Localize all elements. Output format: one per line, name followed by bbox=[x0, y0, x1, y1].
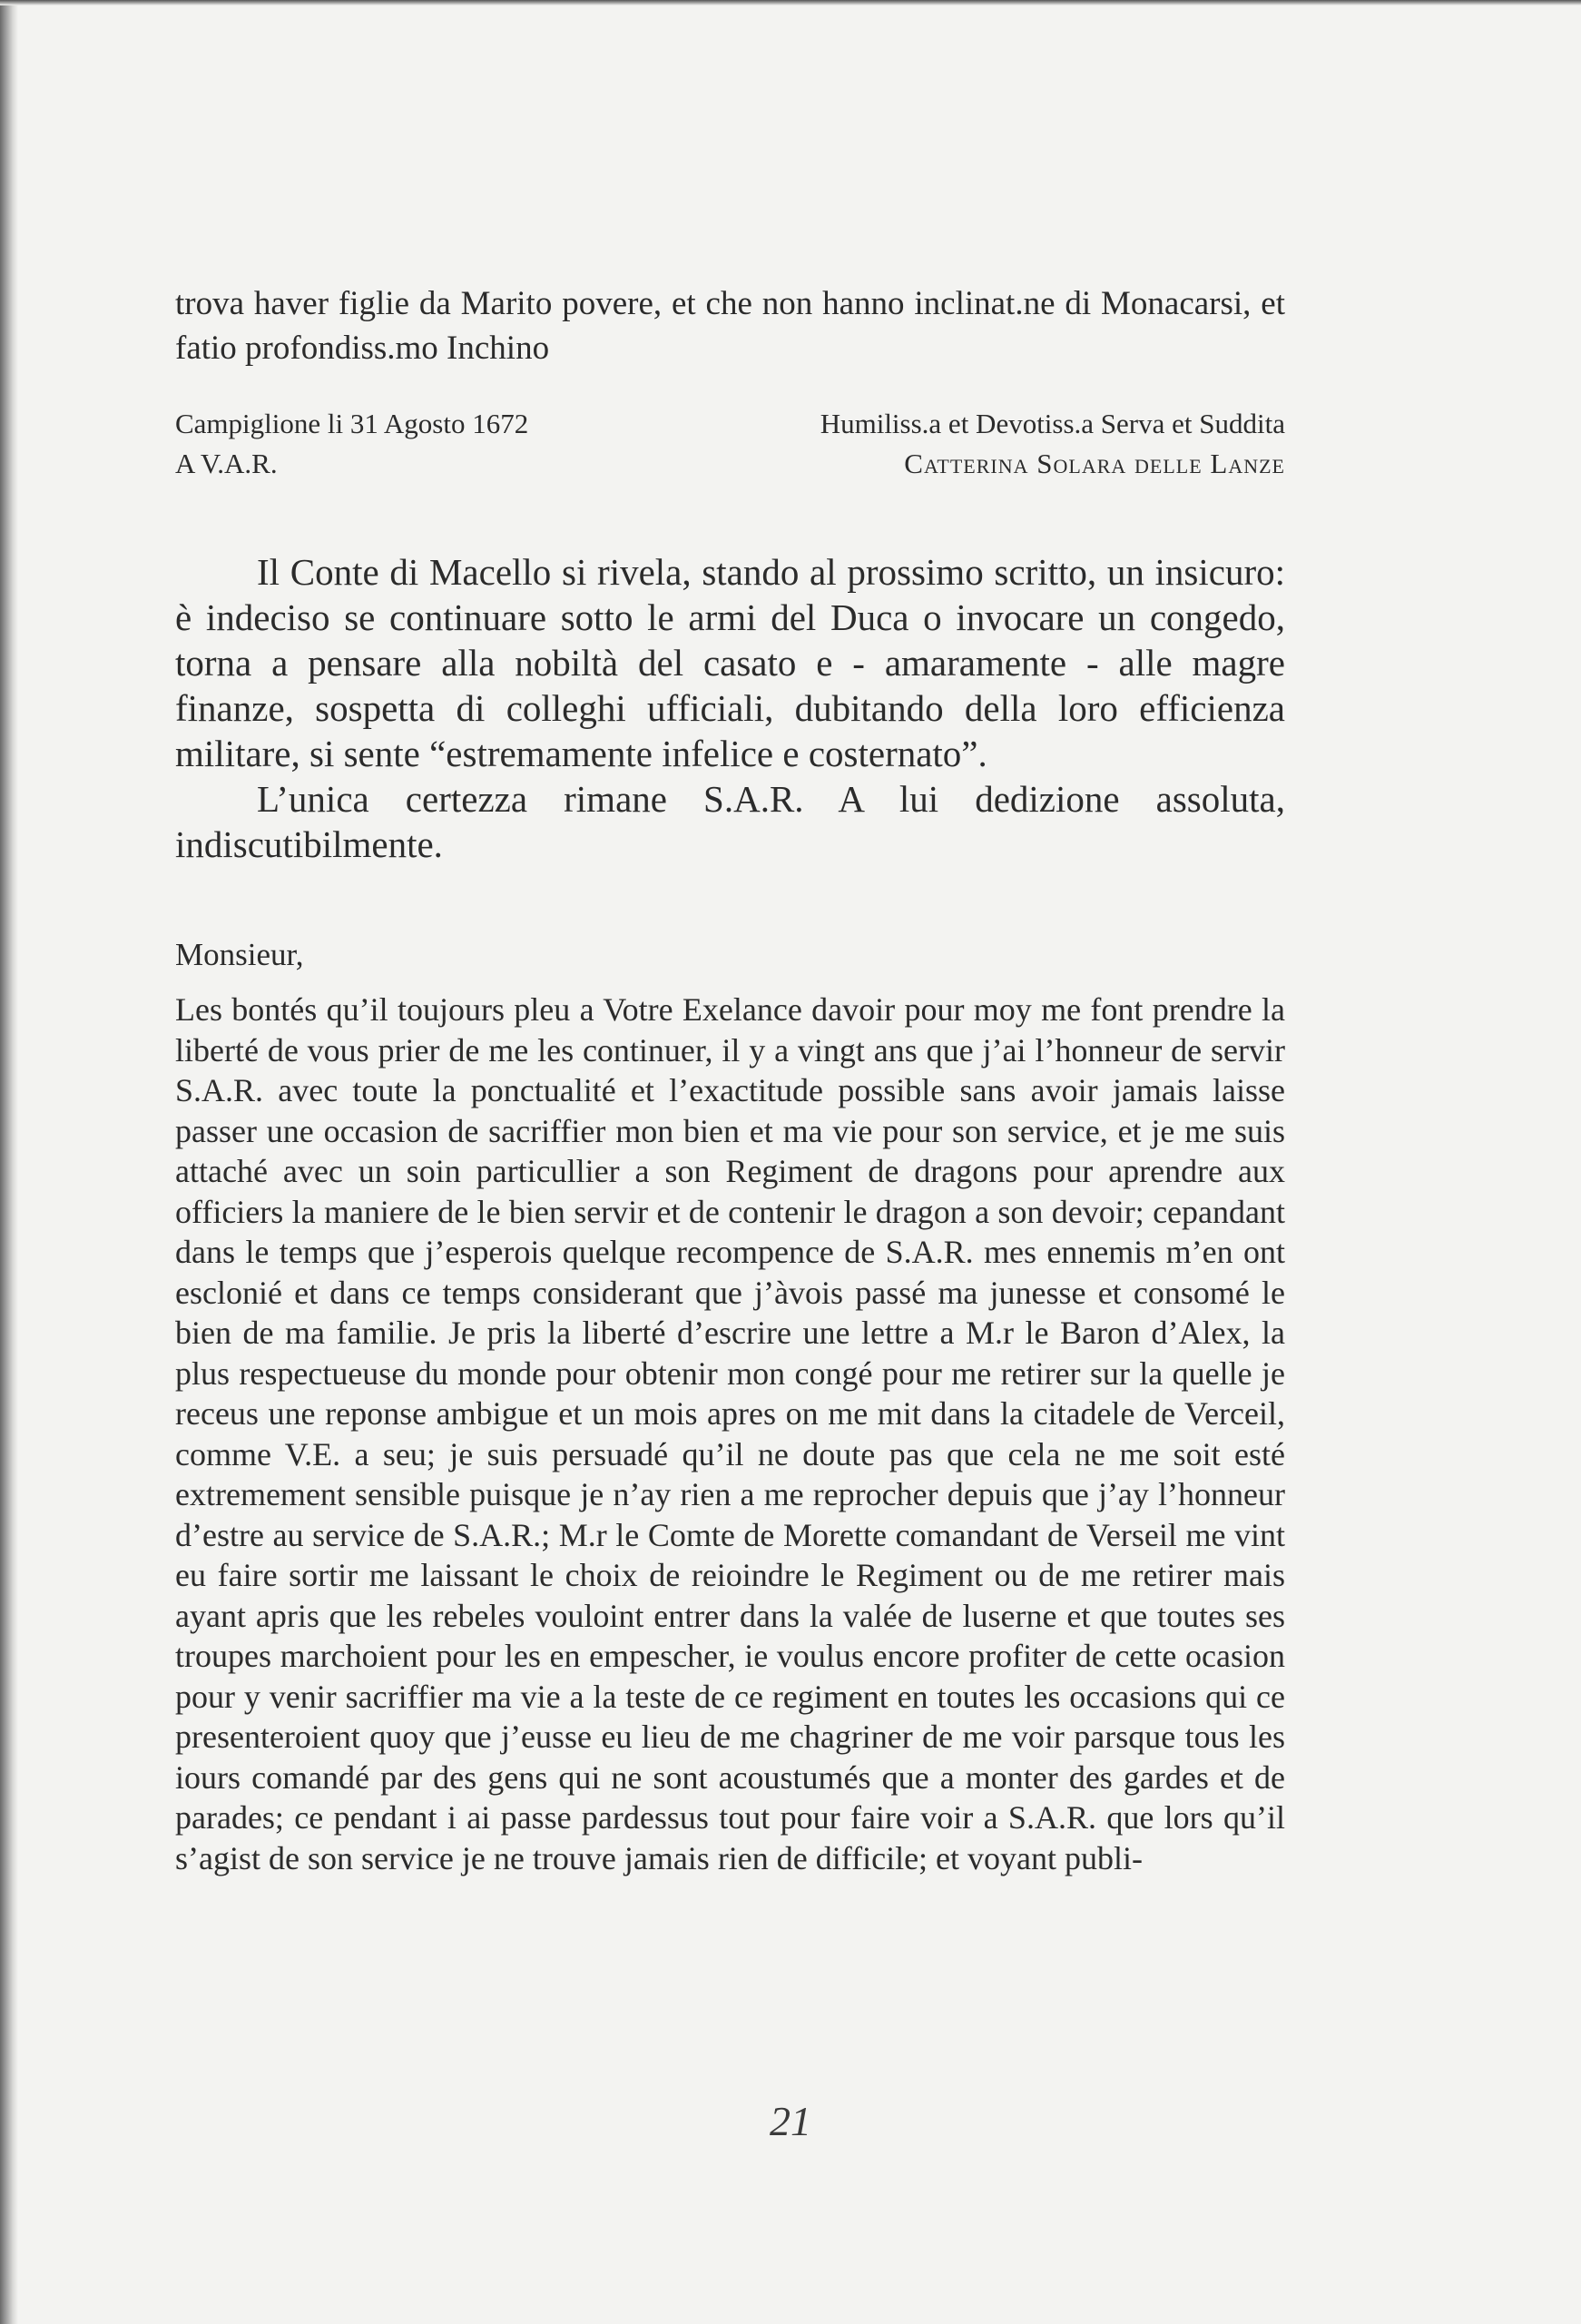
letter-closing: Humiliss.a et Devotiss.a Serva et Suddita bbox=[820, 408, 1285, 439]
scan-edge bbox=[0, 0, 18, 2324]
scan-top-border bbox=[0, 0, 1581, 5]
letter-signature-block bbox=[820, 404, 1285, 484]
page-number: 21 bbox=[770, 2098, 811, 2144]
editorial-commentary bbox=[175, 549, 1285, 867]
letter-continuation-text: trova haver figlie da Marito povere, et che non hanno inclinat.ne di Monacarsi, et fatio profondiss.mo Inchino bbox=[175, 285, 1285, 367]
commentary-paragraph: Il Conte di Macello si rivela, stando al prossimo scritto, un insicuro: è indeciso se continuare sotto le armi del Duca o invocare un congedo, torna a pensare alla nobiltà del casato e - amaramente - alle magre finanze, sospetta di colleghi ufficiali, dubitando della loro efficienza militare, si sente “estremamente infelice e costernato”. bbox=[175, 551, 1285, 774]
commentary-paragraph: L’unica certezza rimane S.A.R. A lui dedizione assoluta, indiscutibilmente. bbox=[175, 778, 1285, 865]
letter-place-block bbox=[175, 404, 528, 484]
french-letter-body: Les bontés qu’il toujours pleu a Votre Exelance davoir pour moy me font prendre la liberté de vous prier de me les continuer, il y a vingt ans que j’ai l’honneur de servir S.A.R. avec toute la ponctualité et l’exactitude possible sans avoir jamais laisse passer une occasion de sacriffier mon bien et ma vie pour son service, et je me suis attaché avec un soin particullier a son Regiment de dragons pour aprendre aux officiers la maniere de le bien servir et de contenir le dragon a son devoir; cepandant dans le temps que j’esperois quelque recompence de S.A.R. mes ennemis m’en ont esclonié et dans ce temps considerant que j’àvois passé ma junesse et consomé le bien de ma familie. Je pris la liberté d’escrire une lettre a M.r le Baron d’Alex, la plus respectueuse du monde pour obtenir mon congé pour me retirer sur la quelle je receus une reponse ambigue et un mois apres on me mit dans la citadele de Verceil, comme V.E. a seu; je suis persuadé qu’il ne doute pas que cela ne me soit esté extremement sensible puisque je n’ay rien a me reprocher depuis que j’ay l’honneur d’estre au service de S.A.R.; M.r le Comte de Morette comandant de Verseil me vint eu faire sortir me laissant le choix de reioindre le Regiment ou de me retirer mais ayant apris que les rebeles vouloint entrer dans la valée de luserne et que toutes ses troupes marchoient pour les en empescher, ie voulus encore profiter de cette ocasion pour y venir sacriffier ma vie a la teste de ce regiment en toutes les occasions qui ce presenteroient quoy que j’eusse eu lieu de me chagriner de me voir parsque tous les iours comandé par des gens qui ne sont acoustumés que a monter des gardes et de parades; ce pendant i ai passe pardessus tout pour faire voir a S.A.R. que lors qu’il s’agist de son service je ne trouve jamais rien de difficile; et voyant publi- bbox=[175, 991, 1285, 1876]
letter-place-date: Campiglione li 31 Agosto 1672 bbox=[175, 408, 529, 439]
letter-signer: Catterina Solara delle Lanze bbox=[904, 448, 1285, 479]
letter-addressee: A V.A.R. bbox=[175, 448, 278, 479]
french-letter-salutation: Monsieur, bbox=[175, 937, 304, 972]
